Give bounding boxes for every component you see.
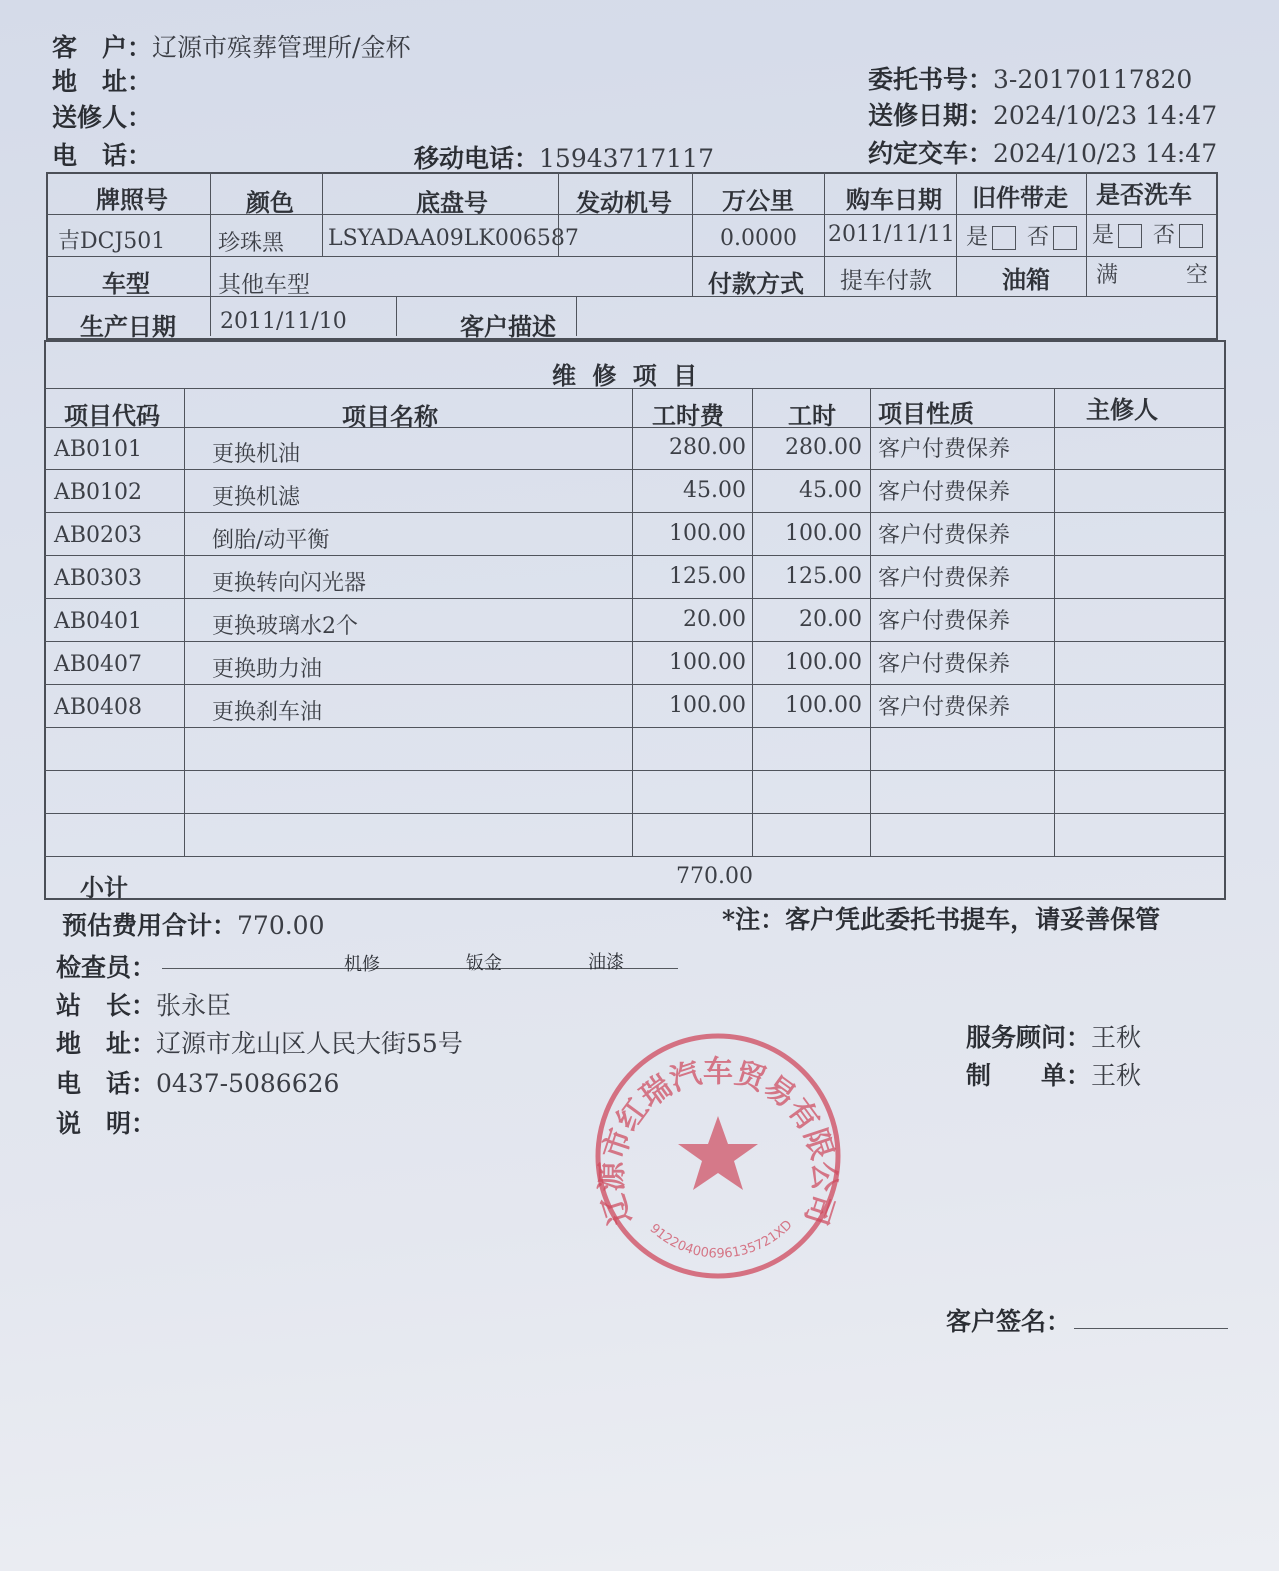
production-date-label: 生产日期 (80, 312, 176, 341)
item-name: 更换机滤 (212, 485, 301, 510)
sender-label: 送修人： (52, 103, 153, 132)
old-parts-yes-label: 是 (966, 225, 989, 250)
estimate-row (62, 906, 325, 942)
repair-date-label: 送修日期： (868, 101, 994, 130)
model-value: 其他车型 (218, 272, 310, 298)
payment-label: 付款方式 (708, 269, 804, 298)
production-date-value: 2011/11/10 (220, 309, 347, 334)
repair-header-code: 项目代码 (64, 401, 160, 430)
address-label: 地 址： (52, 67, 153, 96)
item-fee: 125.00 (669, 564, 746, 589)
manager-row (56, 986, 231, 1022)
order-label: 委托书号： (868, 65, 994, 94)
item-fee: 45.00 (683, 478, 746, 503)
station-address-value: 辽源市龙山区人民大街55号 (156, 1029, 463, 1058)
wash-options (1092, 218, 1207, 249)
old-parts-no-checkbox[interactable] (1053, 226, 1077, 250)
fuel-empty: 空 (1186, 263, 1209, 288)
pickup-note: *注：客户凭此委托书提车，请妥善保管 (722, 905, 1161, 934)
inspect-item-sheet-metal: 钣金 (466, 953, 502, 974)
item-name: 更换转向闪光器 (212, 571, 367, 596)
item-code: AB0101 (54, 437, 143, 462)
repair-header-name: 项目名称 (342, 402, 438, 431)
delivery-label: 约定交车： (868, 139, 994, 168)
remark-label: 说 明： (56, 1109, 157, 1138)
fuel-full: 满 (1096, 263, 1119, 288)
advisor-value: 王秋 (1091, 1023, 1142, 1052)
repair-header-fee: 工时费 (652, 401, 724, 430)
vehicle-header-color: 颜色 (246, 188, 294, 217)
item-hours: 100.00 (785, 693, 862, 718)
seal-company-name: 辽源市红瑞汽车贸易有限公司 (594, 1054, 842, 1229)
mobile-value: 15943717117 (539, 144, 714, 173)
estimate-label: 预估费用合计： (62, 911, 238, 940)
wash-yes-checkbox[interactable] (1118, 224, 1142, 248)
manager-label: 站 长： (56, 991, 157, 1020)
seal-code: 91220400696135721XD (646, 1217, 796, 1262)
purchase-date-value: 2011/11/11 (828, 222, 955, 247)
advisor-row (966, 1018, 1141, 1054)
order-value: 3-20170117820 (993, 65, 1193, 94)
delivery-row (868, 134, 1217, 170)
repair-header-hours: 工时 (788, 401, 836, 430)
repair-table-title: 维 修 项 目 (552, 361, 702, 390)
old-parts-no-label: 否 (1027, 225, 1050, 250)
wash-yes-label: 是 (1092, 223, 1115, 248)
item-hours: 100.00 (785, 650, 862, 675)
repair-date-row (868, 96, 1217, 132)
maker-row (966, 1056, 1141, 1092)
item-code: AB0407 (54, 652, 143, 677)
item-fee: 20.00 (683, 607, 746, 632)
item-code: AB0102 (54, 480, 143, 505)
item-fee: 100.00 (669, 650, 746, 675)
item-name: 更换玻璃水2个 (212, 614, 358, 639)
customer-signature-label: 客户签名： (946, 1307, 1072, 1336)
item-code: AB0408 (54, 695, 143, 720)
vehicle-header-vin: 底盘号 (416, 188, 488, 217)
delivery-value: 2024/10/23 14:47 (993, 139, 1218, 168)
vehicle-header-old-parts: 旧件带走 (972, 183, 1068, 212)
inspector-label: 检查员： (56, 953, 157, 982)
wash-no-checkbox[interactable] (1179, 224, 1203, 248)
item-hours: 100.00 (785, 521, 862, 546)
estimate-value: 770.00 (237, 911, 325, 940)
item-code: AB0203 (54, 523, 143, 548)
payment-value: 提车付款 (840, 268, 932, 294)
inspect-item-mechanical: 机修 (344, 954, 380, 975)
vehicle-header-mileage: 万公里 (722, 186, 794, 215)
item-fee: 100.00 (669, 693, 746, 718)
item-name: 更换机油 (212, 442, 301, 467)
vehicle-header-wash: 是否洗车 (1096, 180, 1192, 209)
old-parts-yes-checkbox[interactable] (992, 226, 1016, 250)
repair-header-type: 项目性质 (878, 399, 974, 428)
subtotal-value: 770.00 (676, 864, 753, 889)
item-code: AB0303 (54, 566, 143, 591)
customer-value: 辽源市殡葬管理所/金杯 (152, 33, 411, 62)
item-name: 更换刹车油 (212, 700, 323, 725)
advisor-label: 服务顾问： (966, 1023, 1092, 1052)
repair-header-tech: 主修人 (1086, 395, 1158, 424)
item-type: 客户付费保养 (878, 480, 1011, 505)
maker-value: 王秋 (1091, 1061, 1142, 1090)
maker-label: 制 单： (966, 1061, 1092, 1090)
item-hours: 125.00 (785, 564, 862, 589)
station-phone-row (56, 1064, 339, 1100)
item-hours: 45.00 (799, 478, 862, 503)
item-type: 客户付费保养 (878, 695, 1011, 720)
repair-date-value: 2024/10/23 14:47 (993, 101, 1218, 130)
phone-label: 电 话： (52, 141, 153, 170)
manager-value: 张永臣 (156, 991, 232, 1020)
station-address-row (56, 1024, 463, 1060)
vehicle-header-plate: 牌照号 (96, 185, 168, 214)
customer-label: 客 户： (52, 33, 153, 62)
item-name: 更换助力油 (212, 657, 323, 682)
item-hours: 280.00 (785, 435, 862, 460)
item-type: 客户付费保养 (878, 566, 1011, 591)
item-fee: 100.00 (669, 521, 746, 546)
wash-no-label: 否 (1153, 223, 1176, 248)
item-type: 客户付费保养 (878, 652, 1011, 677)
fuel-label: 油箱 (1002, 265, 1050, 294)
customer-signature-line[interactable] (1074, 1328, 1228, 1329)
item-name: 倒胎/动平衡 (212, 528, 330, 553)
vin-value: LSYADAA09LK006587 (328, 226, 579, 251)
item-code: AB0401 (54, 609, 143, 634)
item-fee: 280.00 (669, 435, 746, 460)
station-phone-label: 电 话： (56, 1069, 157, 1098)
customer-row (52, 28, 410, 64)
item-type: 客户付费保养 (878, 437, 1011, 462)
plate-value: 吉DCJ501 (58, 229, 166, 254)
item-hours: 20.00 (799, 607, 862, 632)
customer-description-label: 客户描述 (460, 312, 556, 341)
item-type: 客户付费保养 (878, 609, 1011, 634)
order-row (868, 60, 1192, 96)
mobile-row (414, 139, 714, 175)
subtotal-label: 小计 (80, 873, 128, 902)
vehicle-header-engine: 发动机号 (576, 188, 672, 217)
item-type: 客户付费保养 (878, 523, 1011, 548)
color-value: 珍珠黑 (218, 231, 285, 256)
inspect-item-paint: 油漆 (588, 952, 624, 973)
station-address-label: 地 址： (56, 1029, 157, 1058)
company-seal-stamp (592, 1030, 844, 1282)
mileage-value: 0.0000 (720, 226, 797, 251)
seal-star-icon (678, 1116, 758, 1190)
vehicle-header-purchase-date: 购车日期 (846, 185, 942, 214)
old-parts-options (966, 220, 1081, 251)
station-phone-value: 0437-5086626 (156, 1069, 340, 1098)
model-label: 车型 (102, 269, 150, 298)
mobile-label: 移动电话： (414, 144, 540, 173)
